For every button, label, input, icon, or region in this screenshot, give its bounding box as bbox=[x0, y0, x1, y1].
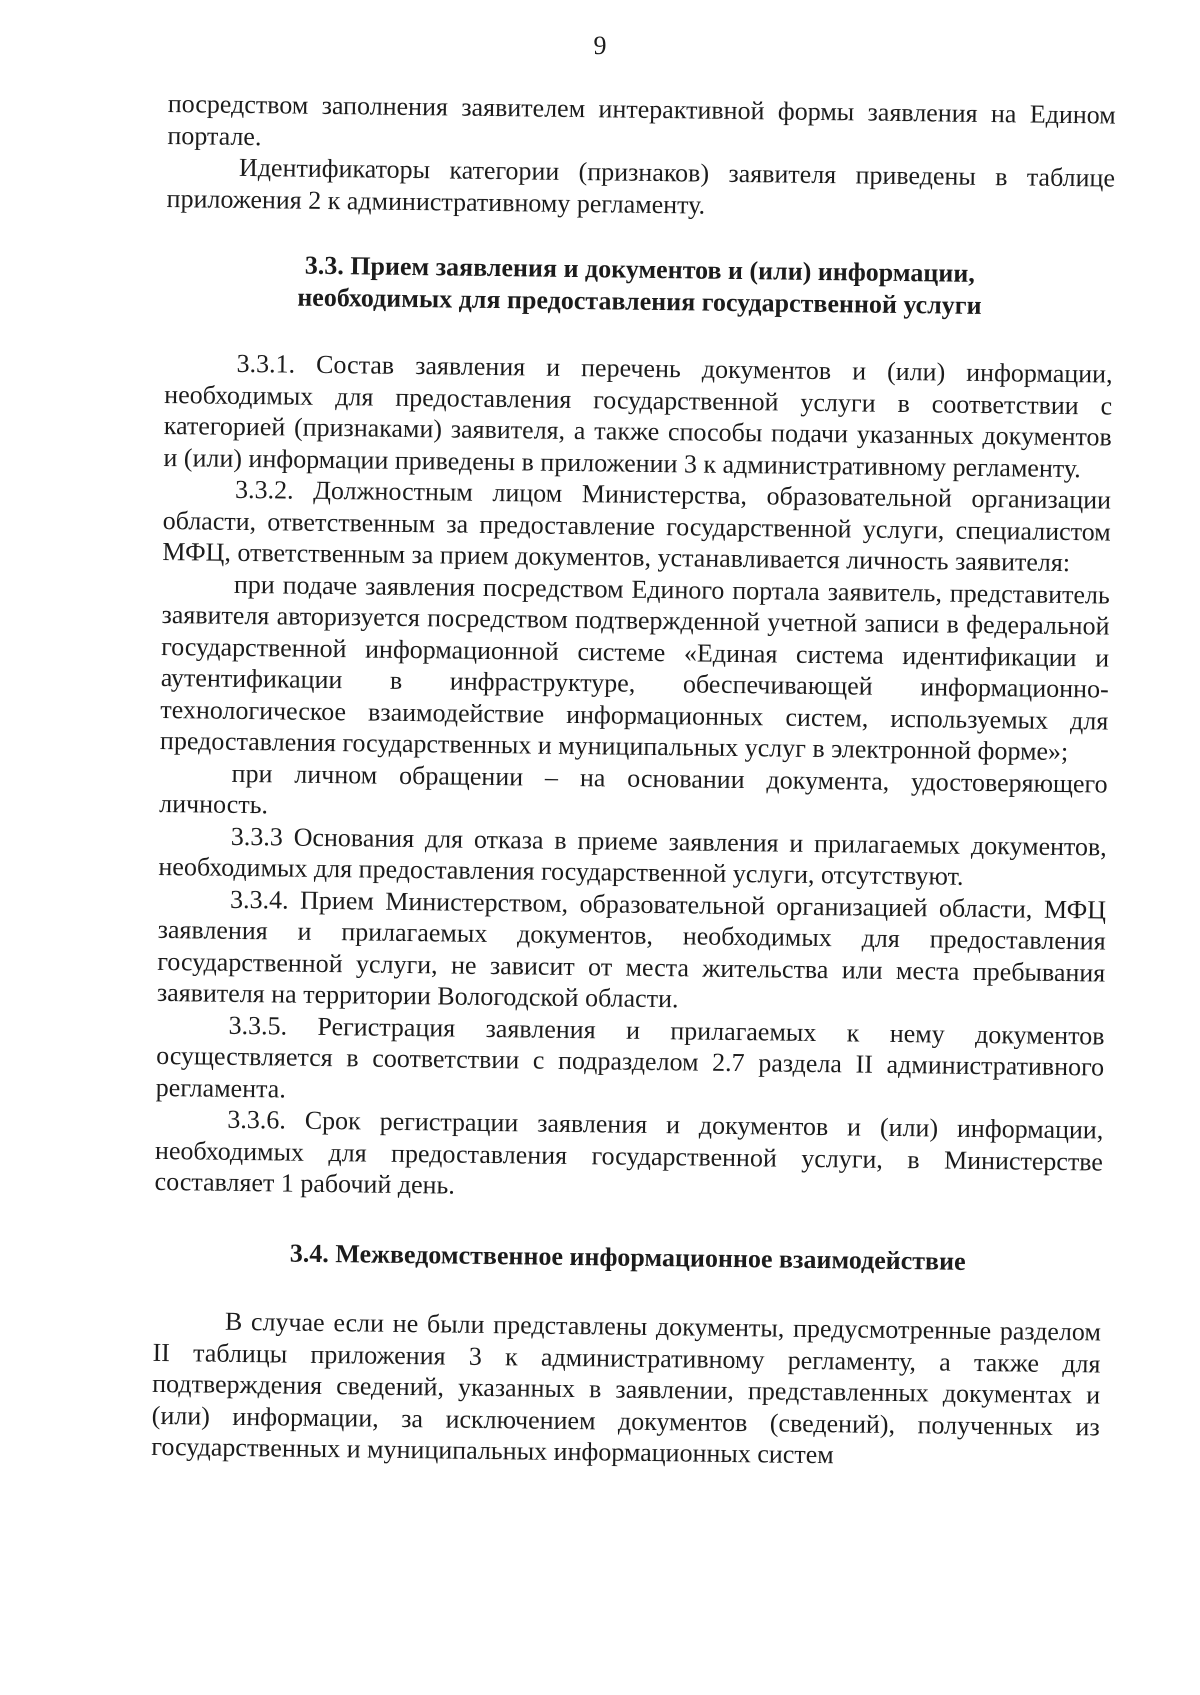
paragraph-3-3-2: 3.3.2. Должностным лицом Министерства, образовательной организации области, ответственным за предоставление государственной услуги, специалистом МФЦ, ответственным за прием документов, устанавливается личность заявителя: bbox=[162, 474, 1112, 578]
page-number: 9 bbox=[593, 31, 607, 60]
paragraph-3-3-4: 3.3.4. Прием Министерством, образовательной организацией области, МФЦ заявления и прилагаемых документов, необходимых для предоставления государственной услуги, не зависит от места жительства или места пребывания заявителя на территории Вологодской области. bbox=[156, 884, 1107, 1014]
paragraph-continuation: посредством заполнения заявителем интерактивной формы заявления на Едином портале. bbox=[167, 88, 1116, 151]
paragraph-3-4-1: В случае если не были представлены документы, предусмотренные разделом II таблицы приложения 3 к административному регламенту, а также для подтверждения сведений, указанных в заявлении, представленных документах и (или) информации, за исключением документов (сведений), полученных из государственных и муниципальных информационных систем bbox=[151, 1306, 1102, 1470]
section-3-3-heading bbox=[165, 248, 1114, 323]
section-3-4-heading-text: 3.4. Межведомственное информационное взаимодействие bbox=[289, 1238, 966, 1276]
section-3-3-heading-line1: 3.3. Прием заявления и документов и (или) информации, bbox=[304, 250, 976, 288]
document-body bbox=[151, 88, 1116, 1474]
paragraph-3-3-3: 3.3.3 Основания для отказа в приеме заявления и прилагаемых документов, необходимых для предоставления государственной услуги, отсутствуют. bbox=[158, 821, 1107, 891]
paragraph-3-3-2-personal: при личном обращении – на основании документа, удостоверяющего личность. bbox=[159, 758, 1108, 820]
section-3-3-heading-line2: необходимых для предоставления государственной услуги bbox=[297, 282, 982, 320]
section-3-4-heading bbox=[154, 1235, 1102, 1278]
paragraph-3-3-5: 3.3.5. Регистрация заявления и прилагаемых к нему документов осуществляется в соответствии с подразделом 2.7 раздела II административного регламента. bbox=[155, 1010, 1105, 1104]
paragraph-3-3-1: 3.3.1. Состав заявления и перечень документов и (или) информации, необходимых для предоставления государственной услуги в соответствии с категорией (признаками) заявителя, а также способы подачи указанных документов и (или) информации приведены в приложении 3 к административному регламенту. bbox=[163, 348, 1113, 483]
paragraph-3-3-2-portal: при подаче заявления посредством Единого портала заявитель, представитель заявителя авторизуется посредством подтвержденной учетной записи в федеральной государственной информационной системе «Единая система идентификации и аутентификации в инфраструктуре, обеспечивающей информационно-технологическое взаимодействие информационных систем, используемых для предоставления государственных и муниципальных услуг в электронной форме»; bbox=[159, 569, 1111, 767]
paragraph-3-3-6: 3.3.6. Срок регистрации заявления и документов и (или) информации, необходимых для предоставления государственной услуги, в Министерстве составляет 1 рабочий день. bbox=[154, 1104, 1104, 1200]
paragraph-identifiers: Идентификаторы категории (признаков) заявителя приведены в таблице приложения 2 к административному регламенту. bbox=[166, 152, 1116, 220]
